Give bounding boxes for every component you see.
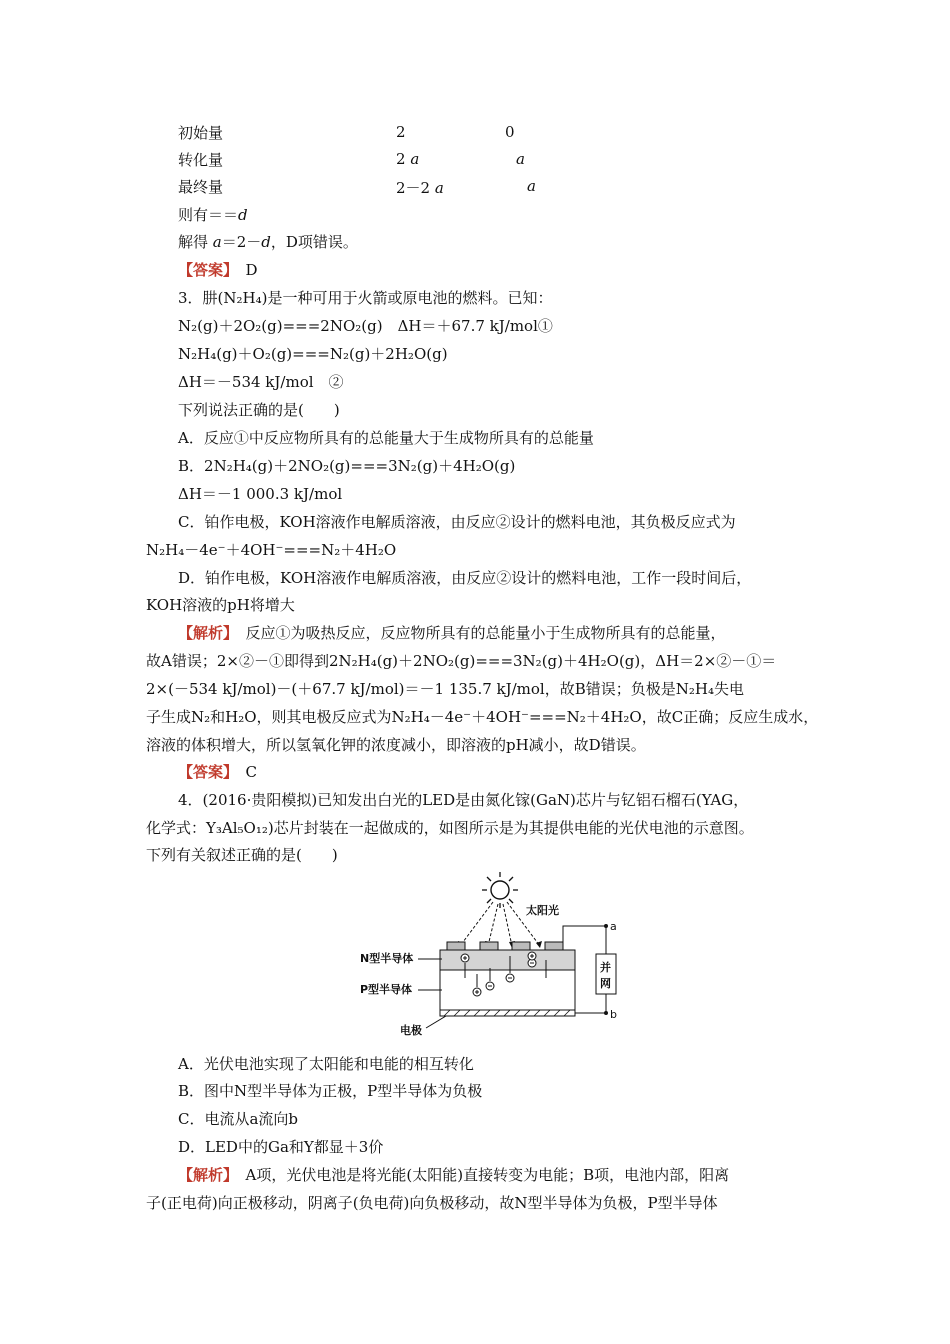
analysis-text: 反应①为吸热反应，反应物所具有的总能量小于生成物所具有的总能量， bbox=[245, 624, 726, 642]
electrode-label: 电极 bbox=[400, 1024, 422, 1037]
table-cell: a bbox=[527, 177, 536, 195]
question-stem: 4．(2016·贵阳模拟)已知发出白光的LED是由氮化镓(GaN)芯片与钇铝石榴石(YAG， bbox=[178, 791, 749, 809]
table-cell: a bbox=[516, 150, 525, 168]
analysis-line: 2×(－534 kJ/mol)－(＋67.7 kJ/mol)＝－1 135.7 kJ/mol，故B错误；负极是N₂H₄失电 bbox=[146, 680, 744, 698]
photovoltaic-diagram bbox=[360, 868, 620, 1044]
analysis-line bbox=[178, 1165, 729, 1185]
row-label: 转化量 bbox=[178, 151, 224, 169]
option-d: D．铂作电极，KOH溶液作电解质溶液，由反应②设计的燃料电池，工作一段时间后， bbox=[178, 569, 752, 587]
solve-variable: a bbox=[212, 233, 222, 251]
answer-value: C bbox=[245, 763, 258, 781]
question-stem-cont: 化学式：Y₃Al₅O₁₂)芯片封装在一起做成的，如图所示是为其提供电能的光伏电池的示意图。 bbox=[146, 819, 754, 837]
question-ask: 下列说法正确的是( ) bbox=[178, 401, 340, 419]
option-c-equation: N₂H₄－4e⁻＋4OH⁻===N₂＋4H₂O bbox=[146, 541, 397, 559]
analysis-line: 子(正电荷)向正极移动，阴离子(负电荷)向负极移动，故N型半导体为负极，P型半导体 bbox=[146, 1194, 718, 1212]
sun-label: 太阳光 bbox=[526, 904, 559, 917]
table-cell: 2 bbox=[396, 123, 406, 141]
grid-label-bottom: 网 bbox=[600, 977, 611, 990]
row-label: 最终量 bbox=[178, 178, 224, 196]
analysis-line: 故A错误；2×②－①即得到2N₂H₄(g)＋2NO₂(g)===3N₂(g)＋4H₂O(g)，ΔH＝2×②－①＝ bbox=[146, 652, 777, 670]
table-row bbox=[178, 177, 223, 197]
question-stem-cont: 下列有关叙述正确的是( ) bbox=[146, 846, 338, 864]
solve-variable: d bbox=[261, 233, 271, 251]
equation: N₂(g)＋2O₂(g)===2NO₂(g) ΔH＝＋67.7 kJ/mol① bbox=[178, 317, 553, 335]
analysis-line: 溶液的体积增大，所以氢氧化钾的浓度减小，即溶液的pH减小，故D错误。 bbox=[146, 736, 646, 754]
row-label: 初始量 bbox=[178, 124, 224, 142]
analysis-tag: 【解析】 bbox=[178, 624, 231, 642]
answer-line bbox=[178, 260, 258, 280]
sun-icon bbox=[482, 872, 518, 908]
table-cell bbox=[396, 150, 419, 168]
solve-text: 解得 bbox=[178, 233, 209, 251]
table-cell: 0 bbox=[505, 123, 515, 141]
option-a: A．反应①中反应物所具有的总能量大于生成物所具有的总能量 bbox=[178, 429, 594, 447]
n-type-layer bbox=[440, 950, 575, 970]
answer-tag: 【答案】 bbox=[178, 261, 231, 279]
n-type-label: N型半导体 bbox=[360, 952, 414, 965]
answer-line bbox=[178, 762, 257, 782]
then-line bbox=[178, 205, 248, 225]
option-c: C．电流从a流向b bbox=[178, 1110, 299, 1128]
cell-number: 2－2 bbox=[396, 179, 431, 197]
equation: N₂H₄(g)＋O₂(g)===N₂(g)＋2H₂O(g) bbox=[178, 345, 448, 363]
option-b: B．2N₂H₄(g)＋2NO₂(g)===3N₂(g)＋4H₂O(g) bbox=[178, 457, 516, 475]
terminal-b: b bbox=[610, 1008, 617, 1021]
analysis-tag: 【解析】 bbox=[178, 1166, 231, 1184]
option-a: A．光伏电池实现了太阳能和电能的相互转化 bbox=[178, 1055, 474, 1073]
analysis-line bbox=[178, 623, 726, 643]
table-cell bbox=[396, 177, 444, 198]
cell-variable: a bbox=[410, 150, 420, 168]
equation-enthalpy: ΔH＝－534 kJ/mol ② bbox=[178, 373, 344, 391]
cell-number: 2 bbox=[396, 150, 406, 168]
then-text: 则有＝＝ bbox=[178, 206, 239, 224]
solve-text: ＝2－ bbox=[221, 233, 262, 251]
analysis-text: A项，光伏电池是将光能(太阳能)直接转变为电能；B项，电池内部，阳离 bbox=[245, 1166, 730, 1184]
grid-label-top: 并 bbox=[600, 961, 611, 974]
option-c: C．铂作电极，KOH溶液作电解质溶液，由反应②设计的燃料电池，其负极反应式为 bbox=[178, 513, 736, 531]
question-stem: 3．肼(N₂H₄)是一种可用于火箭或原电池的燃料。已知： bbox=[178, 289, 553, 307]
option-d: D．LED中的Ga和Y都显＋3价 bbox=[178, 1138, 384, 1156]
solve-text: ，D项错误。 bbox=[270, 233, 358, 251]
option-b: B．图中N型半导体为正极，P型半导体为负极 bbox=[178, 1082, 483, 1100]
then-variable: d bbox=[238, 206, 248, 224]
option-d-cont: KOH溶液的pH将增大 bbox=[146, 596, 295, 614]
top-contacts bbox=[447, 942, 563, 950]
solve-line bbox=[178, 232, 358, 252]
table-row bbox=[178, 123, 223, 143]
p-type-label: P型半导体 bbox=[360, 983, 413, 996]
answer-value: D bbox=[245, 261, 258, 279]
terminal-a: a bbox=[610, 920, 617, 933]
table-row bbox=[178, 150, 223, 170]
option-b-enthalpy: ΔH＝－1 000.3 kJ/mol bbox=[178, 485, 343, 503]
answer-tag: 【答案】 bbox=[178, 763, 231, 781]
analysis-line: 子生成N₂和H₂O，则其电极反应式为N₂H₄－4e⁻＋4OH⁻===N₂＋4H₂O，故C正确；反应生成水， bbox=[146, 708, 819, 726]
cell-variable: a bbox=[434, 179, 444, 197]
